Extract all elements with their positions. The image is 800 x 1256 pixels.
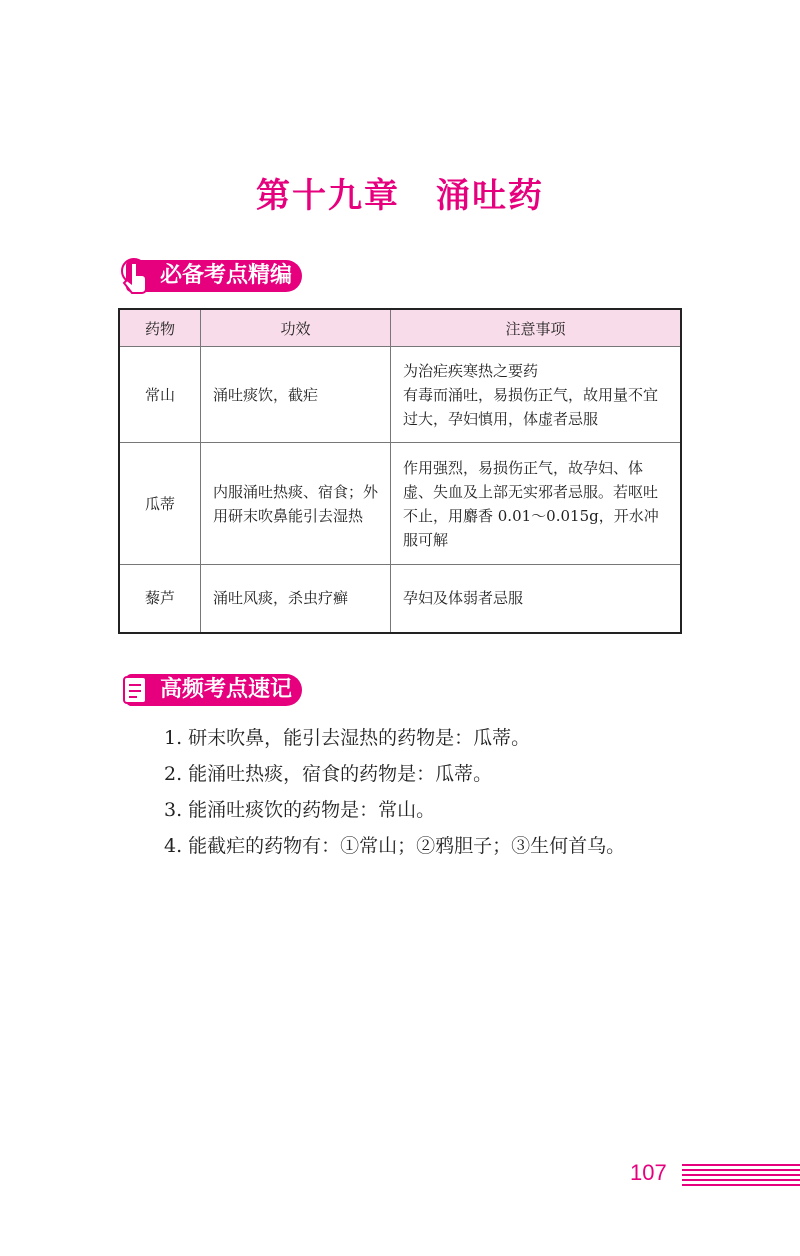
drug-name: 瓜蒂 (119, 443, 201, 565)
list-item: 2. 能涌吐热痰，宿食的药物是：瓜蒂。 (164, 763, 493, 785)
drug-effect: 内服涌吐热痰、宿食；外用研末吹鼻能引去湿热 (201, 443, 391, 565)
notes-line: 有毒而涌吐，易损伤正气，故用量不宜过大，孕妇慎用，体虚者忌服 (403, 385, 659, 428)
drug-name: 藜芦 (119, 565, 201, 633)
chapter-number: 第十九章 (256, 176, 400, 216)
herb-table (118, 308, 682, 634)
notes-line: 孕妇及体弱者忌服 (403, 589, 524, 608)
header-notes: 注意事项 (391, 309, 682, 347)
drug-name: 常山 (119, 347, 201, 443)
notebook-icon (118, 671, 154, 709)
drug-effect: 涌吐痰饮，截疟 (201, 347, 391, 443)
page-number: 107 (630, 1160, 667, 1185)
quick-notes-list (118, 720, 682, 864)
table-row (119, 443, 681, 565)
drug-notes (391, 443, 682, 565)
list-item: 1. 研末吹鼻，能引去湿热的药物是：瓜蒂。 (164, 727, 531, 749)
notes-line: 为治疟疾寒热之要药 (403, 361, 539, 380)
table-row (119, 565, 681, 633)
pointing-hand-icon (118, 257, 154, 295)
section-label: 高频考点速记 (126, 674, 302, 706)
notes-line: 作用强烈，易损伤正气，故孕妇、体虚、失血及上部无实邪者忌服。若呕吐不止，用麝香 0.01～0.015g，开水冲服可解 (403, 458, 659, 549)
drug-notes (391, 565, 682, 633)
section-label: 必备考点精编 (126, 260, 302, 292)
chapter-name: 涌吐药 (436, 176, 544, 216)
header-effect: 功效 (201, 309, 391, 347)
list-item: 3. 能涌吐痰饮的药物是：常山。 (164, 799, 436, 821)
table-header-row (119, 309, 681, 347)
page-decoration (682, 1164, 800, 1188)
list-item: 4. 能截疟的药物有：①常山；②鸦胆子；③生何首乌。 (164, 835, 626, 857)
table-row (119, 347, 681, 443)
drug-notes (391, 347, 682, 443)
section-badge-essentials (118, 256, 302, 296)
drug-effect: 涌吐风痰，杀虫疗癣 (201, 565, 391, 633)
section-badge-quick-notes (118, 670, 302, 710)
header-drug: 药物 (119, 309, 201, 347)
chapter-title (0, 168, 800, 217)
